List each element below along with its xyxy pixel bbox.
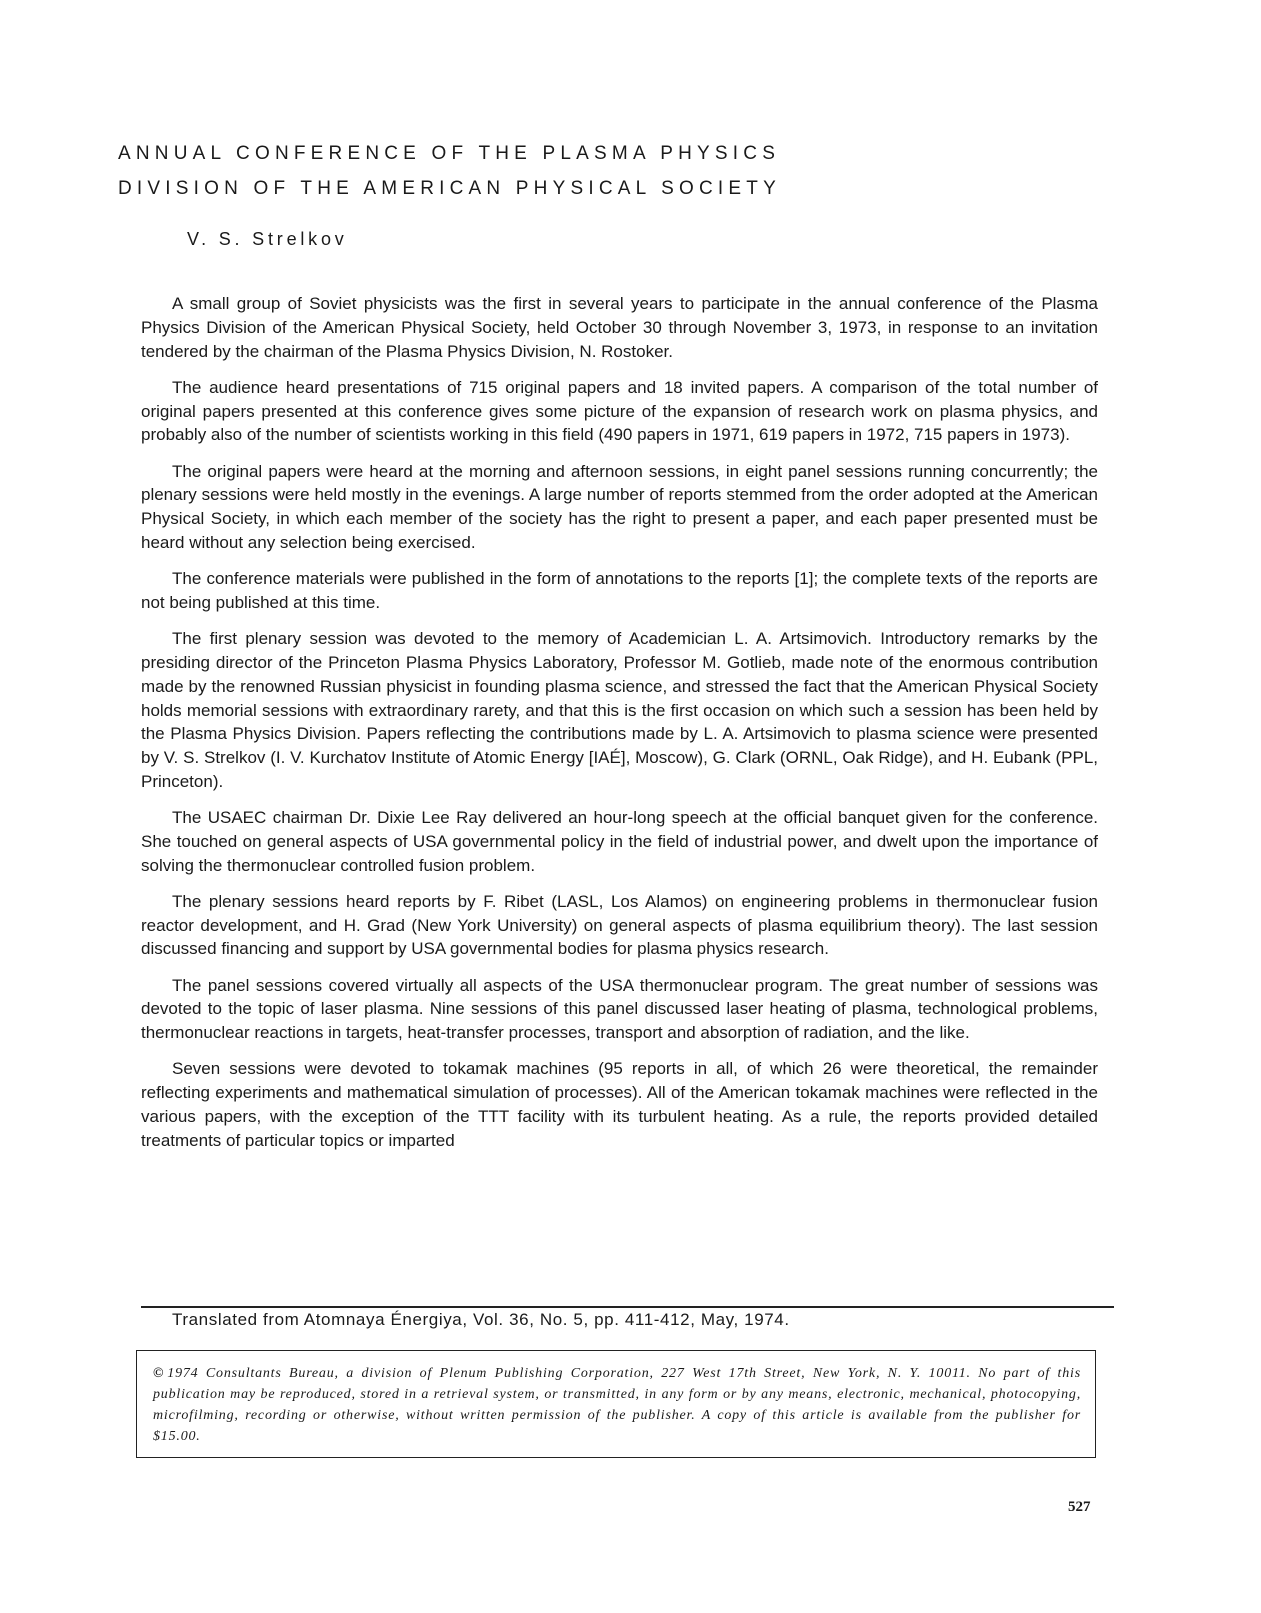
translation-note: Translated from Atomnaya Énergiya, Vol. 36, No. 5, pp. 411-412, May, 1974. — [172, 1310, 790, 1329]
paragraph-8: The panel sessions covered virtually all aspects of the USA thermonuclear program. The great number of sessions was devoted to the topic of laser plasma. Nine sessions of this panel discussed laser heating of plasma, technological problems, thermonuclear reactions in targets, heat-transfer processes, transport and absorption of radiation, and the like. — [141, 975, 1098, 1043]
paragraph-3: The original papers were heard at the morning and afternoon sessions, in eight panel sessions running concurrently; the plenary sessions were held mostly in the evenings. A large number of reports stemmed from the order adopted at the American Physical Society, in which each member of the society has the right to present a paper, and each paper presented must be heard without any selection being exercised. — [141, 461, 1098, 552]
paragraph-7: The plenary sessions heard reports by F. Ribet (LASL, Los Alamos) on engineering problems in thermonuclear fusion reactor development, and H. Grad (New York University) on general aspects of plasma equilibrium theory). The last session discussed financing and support by USA governmental bodies for plasma physics research. — [141, 891, 1098, 959]
paragraph-9: Seven sessions were devoted to tokamak machines (95 reports in all, of which 26 were theoretical, the remainder reflecting experiments and mathematical simulation of processes). All of the American tokamak machines were reflected in the various papers, with the exception of the TTT facility with its turbulent heating. As a rule, the reports provided detailed treatments of particular topics or imparted — [141, 1059, 1098, 1150]
paragraph-5: The first plenary session was devoted to the memory of Academician L. A. Artsimovich. Introductory remarks by the presiding director of the Princeton Plasma Physics Laboratory, Professor M. Gotlieb, made note of the enormous contribution made by the renowned Russian physicist in founding plasma science, and stressed the fact that the American Physical Society holds memorial sessions with extraordinary rarety, and that this is the first occasion on which such a session has been held by the Plasma Physics Division. Papers reflecting the contributions made by L. A. Artsimovich to plasma science were presented by V. S. Strelkov (I. V. Kurchatov Institute of Atomic Energy [IAÉ], Moscow), G. Clark (ORNL, Oak Ridge), and H. Eubank (PPL, Princeton). — [141, 629, 1098, 791]
paragraph-1: A small group of Soviet physicists was the first in several years to participate in the annual conference of the Plasma Physics Division of the American Physical Society, held October 30 through November 3, 1973, in response to an invitation tendered by the chairman of the Plasma Physics Division, N. Rostoker. — [141, 294, 1098, 361]
page-number: 527 — [1068, 1499, 1091, 1515]
article-title-line-2: DIVISION OF THE AMERICAN PHYSICAL SOCIETY — [118, 178, 781, 199]
paragraph-6: The USAEC chairman Dr. Dixie Lee Ray delivered an hour-long speech at the official banquet given for the conference. She touched on general aspects of USA governmental policy in the field of industrial power, and dwelt upon the importance of solving the thermonuclear controlled fusion problem. — [141, 808, 1098, 875]
copyright-symbol: © — [153, 1366, 165, 1381]
paragraph-2: The audience heard presentations of 715 original papers and 18 invited papers. A comparison of the total number of original papers presented at this conference gives some picture of the expansion of research work on plasma physics, and probably also of the number of scientists working in this field (490 papers in 1971, 619 papers in 1972, 715 papers in 1973). — [141, 377, 1098, 445]
copyright-text: 1974 Consultants Bureau, a division of Plenum Publishing Corporation, 227 West 17th Street, New York, N. Y. 10011. No part of this publication may be reproduced, stored in a retrieval system, or transmitted, in any form or by any means, electronic, mechanical, photocopying, microfilming, recording or otherwise, without written permission of the publisher. A copy of this article is available from the publisher for $15.00. — [153, 1366, 1081, 1444]
article-body — [141, 292, 1098, 1153]
copyright-notice — [136, 1350, 1096, 1458]
author-name: V. S. Strelkov — [187, 229, 348, 249]
article-title-line-1: ANNUAL CONFERENCE OF THE PLASMA PHYSICS — [118, 143, 781, 164]
paragraph-4: The conference materials were published in the form of annotations to the reports [1]; the complete texts of the reports are not being published at this time. — [141, 569, 1098, 612]
footnote-divider — [141, 1306, 1114, 1308]
